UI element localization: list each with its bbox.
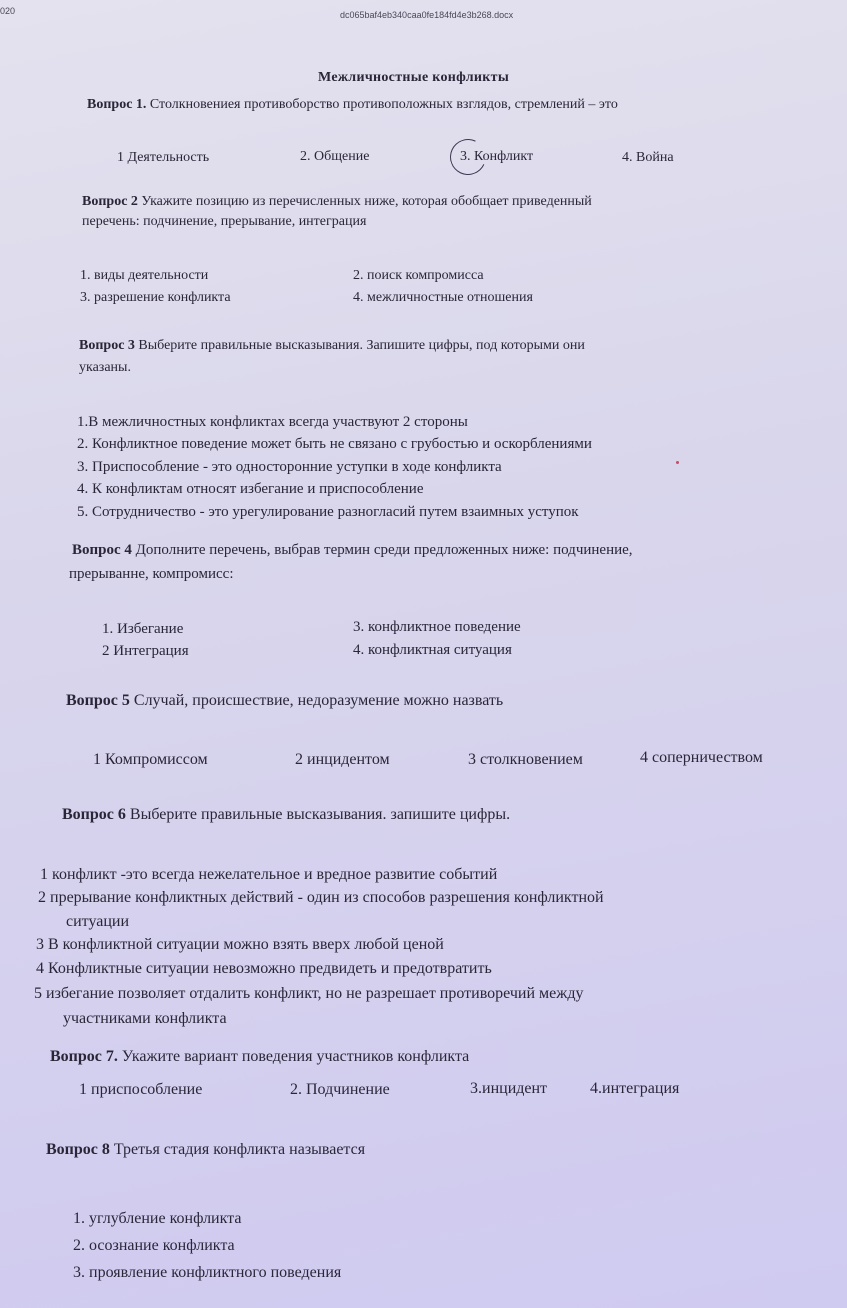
q5-option-2: 2 инцидентом (295, 751, 390, 768)
q6-line-5-cont: участниками конфликта (63, 1010, 227, 1027)
q4-option-3: 3. конфликтное поведение (353, 619, 521, 635)
question-4-line1: Дополните перечень, выбрав термин среди предложенных ниже: подчинение, (135, 542, 633, 558)
q4-option-1: 1. Избегание (102, 621, 184, 637)
q2-option-4: 4. межличностные отношения (353, 290, 533, 305)
q2-option-1: 1. виды деятельности (80, 268, 209, 283)
question-3-line1: Выберите правильные высказывания. Запишите цифры, под которыми они (138, 338, 585, 353)
q6-line-3: 3 В конфликтной ситуации можно взять вверх любой ценой (36, 936, 444, 953)
question-3 (79, 338, 585, 354)
q1-option-3: 3. Конфликт (460, 149, 534, 164)
q6-line-4: 4 Конфликтные ситуации невозможно предвидеть и предотвратить (36, 960, 492, 977)
q3-item-2: 2. Конфликтное поведение может быть не связано с грубостью и оскорблениями (77, 436, 592, 452)
q1-option-2: 2. Общение (300, 149, 370, 164)
question-7 (50, 1048, 469, 1066)
q3-item-1: 1.В межличностных конфликтах всегда участвуют 2 стороны (77, 414, 468, 430)
q3-item-5: 5. Сотрудничество - это урегулирование разногласий путем взаимных уступок (77, 504, 579, 520)
question-8-label: Вопрос 8 (46, 1141, 110, 1158)
question-8 (46, 1141, 365, 1159)
document-title: Межличностные конфликты (318, 70, 510, 85)
q7-option-4: 4.интеграция (590, 1080, 680, 1097)
ink-dot (676, 461, 679, 464)
q6-line-2: 2 прерывание конфликтных действий - один из способов разрешения конфликтной (38, 889, 604, 906)
question-7-text: Укажите вариант поведения участников конфликта (121, 1048, 470, 1065)
q2-option-2: 2. поиск компромисса (353, 268, 484, 283)
question-1-text: Столкновениея противоборство противоположных взглядов, стремлений – это (149, 97, 618, 112)
q6-line-2-cont: ситуации (66, 913, 130, 930)
q5-option-1: 1 Компромиссом (93, 751, 208, 768)
question-7-label: Вопрос 7. (50, 1048, 118, 1065)
question-8-text: Третья стадия конфликта называется (113, 1141, 366, 1158)
q4-option-4: 4. конфликтная ситуация (353, 642, 512, 658)
question-2-line2: перечень: подчинение, прерывание, интеграция (82, 214, 367, 229)
q5-option-4: 4 соперничеством (640, 749, 763, 766)
header-page-number: 020 (0, 6, 16, 16)
q3-item-3: 3. Приспособление - это односторонние уступки в ходе конфликта (77, 459, 502, 475)
question-4 (72, 542, 633, 559)
question-1 (87, 97, 618, 113)
question-3-label: Вопрос 3 (79, 338, 135, 353)
q7-option-1: 1 приспособление (79, 1081, 203, 1098)
question-4-label: Вопрос 4 (72, 542, 132, 558)
question-6-text: Выберите правильные высказывания. запишите цифры. (129, 806, 511, 823)
q1-option-4: 4. Война (622, 150, 674, 165)
question-2 (82, 194, 592, 210)
q4-option-2: 2 Интеграция (102, 643, 189, 659)
q7-option-2: 2. Подчинение (290, 1081, 390, 1098)
question-5-label: Вопрос 5 (66, 692, 130, 709)
q2-option-3: 3. разрешение конфликта (80, 290, 231, 305)
question-2-label: Вопрос 2 (82, 194, 138, 209)
question-6 (62, 806, 510, 824)
question-2-line1: Укажите позицию из перечисленных ниже, которая обобщает приведенный (141, 194, 592, 209)
q8-item-2: 2. осознание конфликта (73, 1237, 235, 1254)
q6-line-5: 5 избегание позволяет отдалить конфликт, но не разрешает противоречий между (34, 985, 584, 1002)
question-4-line2: прерыванне, компромисс: (69, 566, 234, 582)
q1-option-1: 1 Деятельность (117, 150, 210, 165)
question-1-label: Вопрос 1. (87, 97, 147, 112)
q8-item-3: 3. проявление конфликтного поведения (73, 1264, 342, 1281)
q7-option-3: 3.инцидент (470, 1080, 548, 1097)
question-3-line2: указаны. (79, 360, 131, 375)
q5-option-3: 3 столкновением (468, 751, 583, 768)
question-5-text: Случай, происшествие, недоразумение можно назвать (133, 692, 504, 709)
question-6-label: Вопрос 6 (62, 806, 126, 823)
header-filename: dc065baf4eb340caa0fe184fd4e3b268.docx (340, 10, 514, 20)
q6-line-1: 1 конфликт -это всегда нежелательное и вредное развитие событий (40, 866, 498, 883)
q3-item-4: 4. К конфликтам относят избегание и приспособление (77, 481, 424, 497)
q8-item-1: 1. углубление конфликта (73, 1210, 242, 1227)
question-5 (66, 692, 503, 710)
